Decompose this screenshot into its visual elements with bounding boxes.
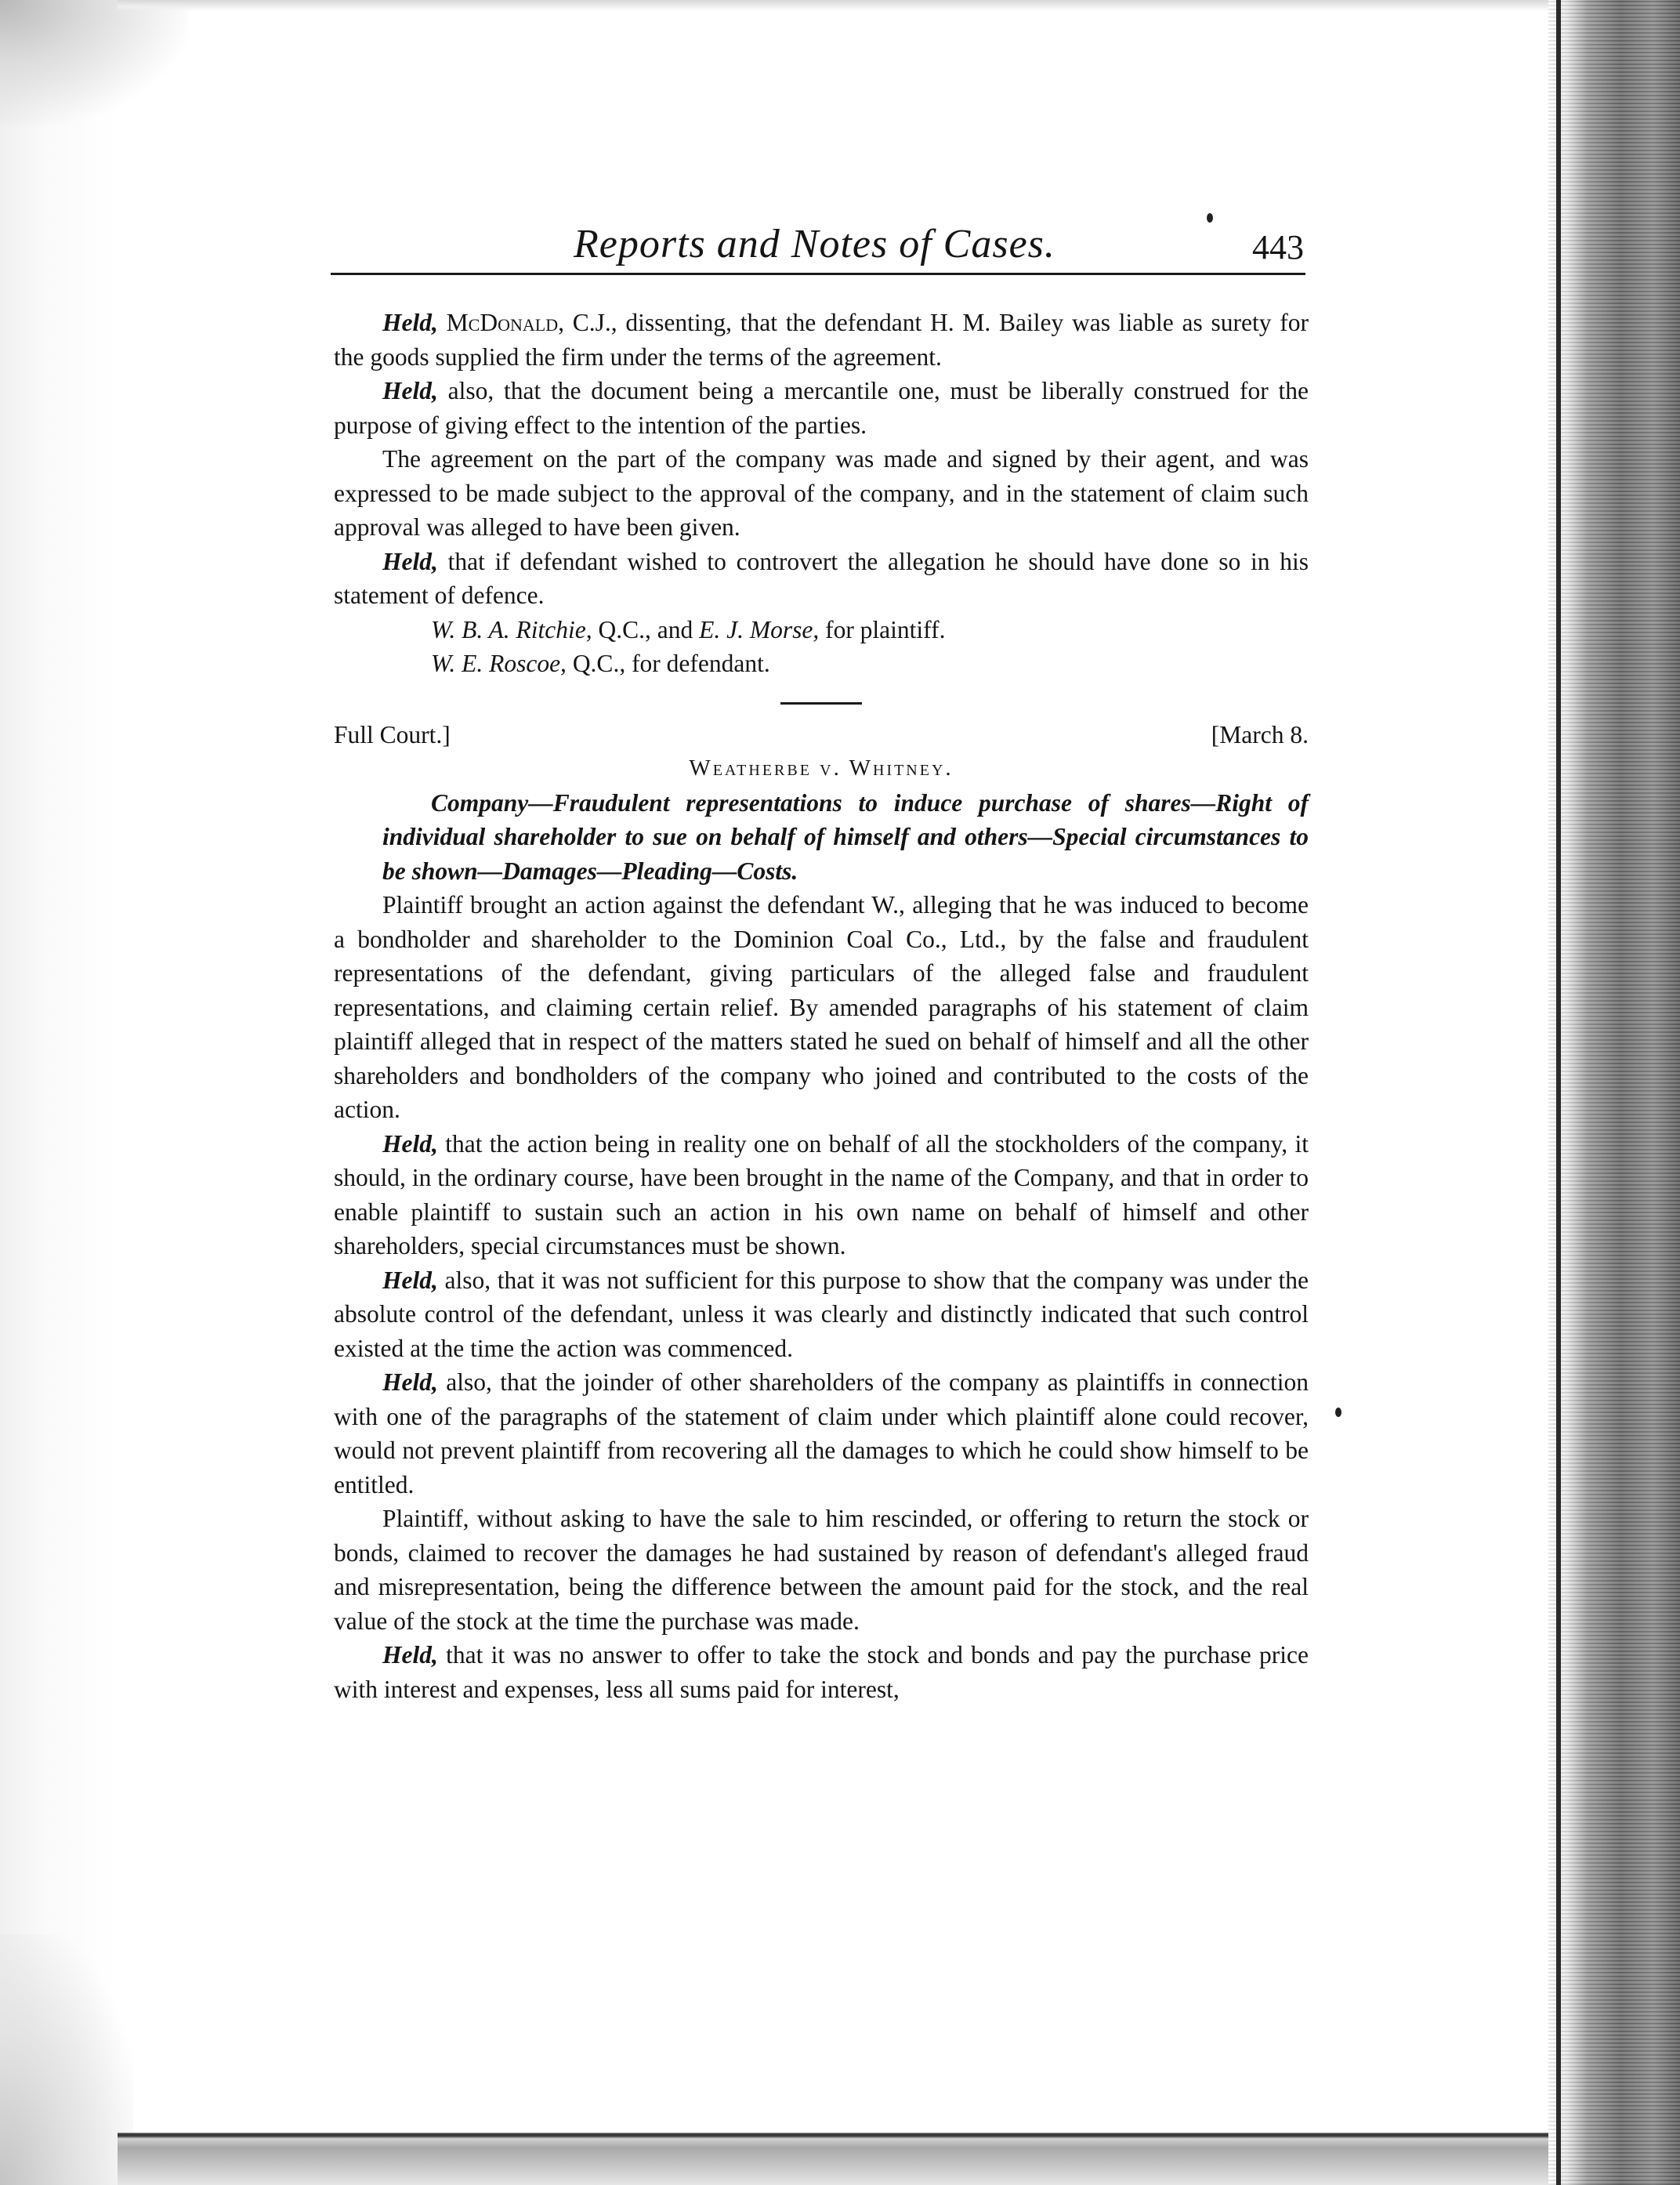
court-name: Full Court.] — [334, 720, 451, 748]
paragraph-text: , C.J., dissenting, that the defendant H. M. Bailey was liable as surety for the goods supplied the firm under the terms of the agreement. — [334, 309, 1309, 371]
catchwords: Company—Fraudulent representations to induce purchase of shares—Right of individual shareholder to sue on behalf of himself and others—Special circumstances to be shown—Damages—Pleading—Costs. — [382, 788, 1309, 885]
held-word: Held, — [382, 1129, 438, 1158]
paragraph: The agreement on the part of the company was made and signed by their agent, and was expressed to be made subject to the approval of the company, and in the statement of claim such approval was alleged to have been given. — [334, 445, 1309, 541]
counsel-line — [334, 647, 1309, 681]
counsel-name: W. B. A. Ritchie, — [431, 615, 592, 643]
held-word: Held, — [382, 547, 438, 575]
paragraph — [334, 1638, 1309, 1706]
counsel-name: W. E. Roscoe, — [431, 650, 567, 677]
counsel-name: E. J. Morse, — [699, 615, 820, 643]
paragraph — [334, 374, 1309, 442]
page-number: 443 — [1252, 228, 1304, 266]
page-body — [334, 306, 1309, 1706]
scan-edge-bottom — [118, 2122, 1548, 2185]
counsel-text: Q.C., and — [592, 615, 700, 643]
paragraph — [334, 306, 1309, 374]
judge-name: McDonald — [446, 309, 559, 336]
paragraph — [334, 1365, 1309, 1502]
paragraph — [334, 1127, 1309, 1263]
case-title: Weatherbe v. Whitney. — [689, 756, 954, 781]
paragraph-text: that the action being in reality one on behalf of all the stockholders of the company, it should, in the ordinary course, have been brought in the name of the Company, and that in order to enable plaintiff to sustain such an action in his own name on behalf of himself and other shareholders, special circumstances must be shown. — [334, 1129, 1309, 1259]
paragraph-text: also, that the document being a mercantile one, must be liberally construed for the purpose of giving effect to the intention of the parties. — [334, 377, 1309, 439]
counsel-text: for plaintiff. — [819, 615, 946, 643]
decision-date: [March 8. — [1211, 720, 1309, 748]
counsel-line — [334, 613, 1309, 647]
section-divider — [780, 702, 862, 705]
scan-edge-top — [118, 0, 1548, 11]
paragraph-text: also, that it was not sufficient for this purpose to show that the company was under the absolute control of the defendant, unless it was clearly and distinctly indicated that such control existed at the time the action was commenced. — [334, 1266, 1309, 1362]
ink-speck — [1335, 1408, 1341, 1417]
paragraph-text: also, that the joinder of other shareholders of the company as plaintiffs in connection with one of the paragraphs of the statement of claim under which plaintiff alone could recover, would not prevent plaintiff from recovering all the damages to which he could show himself to be entitled. — [334, 1368, 1309, 1498]
paragraph: Plaintiff, without asking to have the sale to him rescinded, or offering to return the stock or bonds, claimed to recover the damages he had sustained by reason of defendant's alleged fraud and misrepresentation, being the difference between the amount paid for the stock, and the real value of the stock at the time the purchase was made. — [334, 1505, 1309, 1635]
held-word: Held, — [382, 377, 438, 404]
paragraph — [334, 1263, 1309, 1366]
held-word: Held, — [382, 1266, 438, 1294]
paragraph: Plaintiff brought an action against the defendant W., alleging that he was induced to become a bondholder and shareholder to the Dominion Coal Co., Ltd., by the false and fraudulent representations of the defendant, giving particulars of the alleged false and fraudulent representations, and claiming certain relief. By amended paragraphs of his statement of claim plaintiff alleged that in respect of the matters stated he sued on behalf of himself and all the other shareholders and bondholders of the company who joined and contributed to the costs of the action. — [334, 891, 1309, 1123]
running-head: Reports and Notes of Cases. — [574, 222, 1055, 266]
held-word: Held, — [382, 1368, 438, 1396]
court-date-line — [334, 718, 1309, 752]
page-header — [331, 218, 1305, 275]
paragraph-text: that it was no answer to offer to take the stock and bonds and pay the purchase price with interest and expenses, less all sums paid for interest, — [334, 1641, 1309, 1703]
scan-edge-left — [0, 0, 118, 2185]
counsel-text: Q.C., for defendant. — [566, 650, 770, 677]
held-word: Held, — [382, 309, 438, 336]
held-word: Held, — [382, 1641, 438, 1669]
scan-edge-right — [1548, 0, 1680, 2185]
paragraph-text: that if defendant wished to controvert the allegation he should have done so in his statement of defence. — [334, 547, 1309, 609]
paragraph — [334, 545, 1309, 613]
